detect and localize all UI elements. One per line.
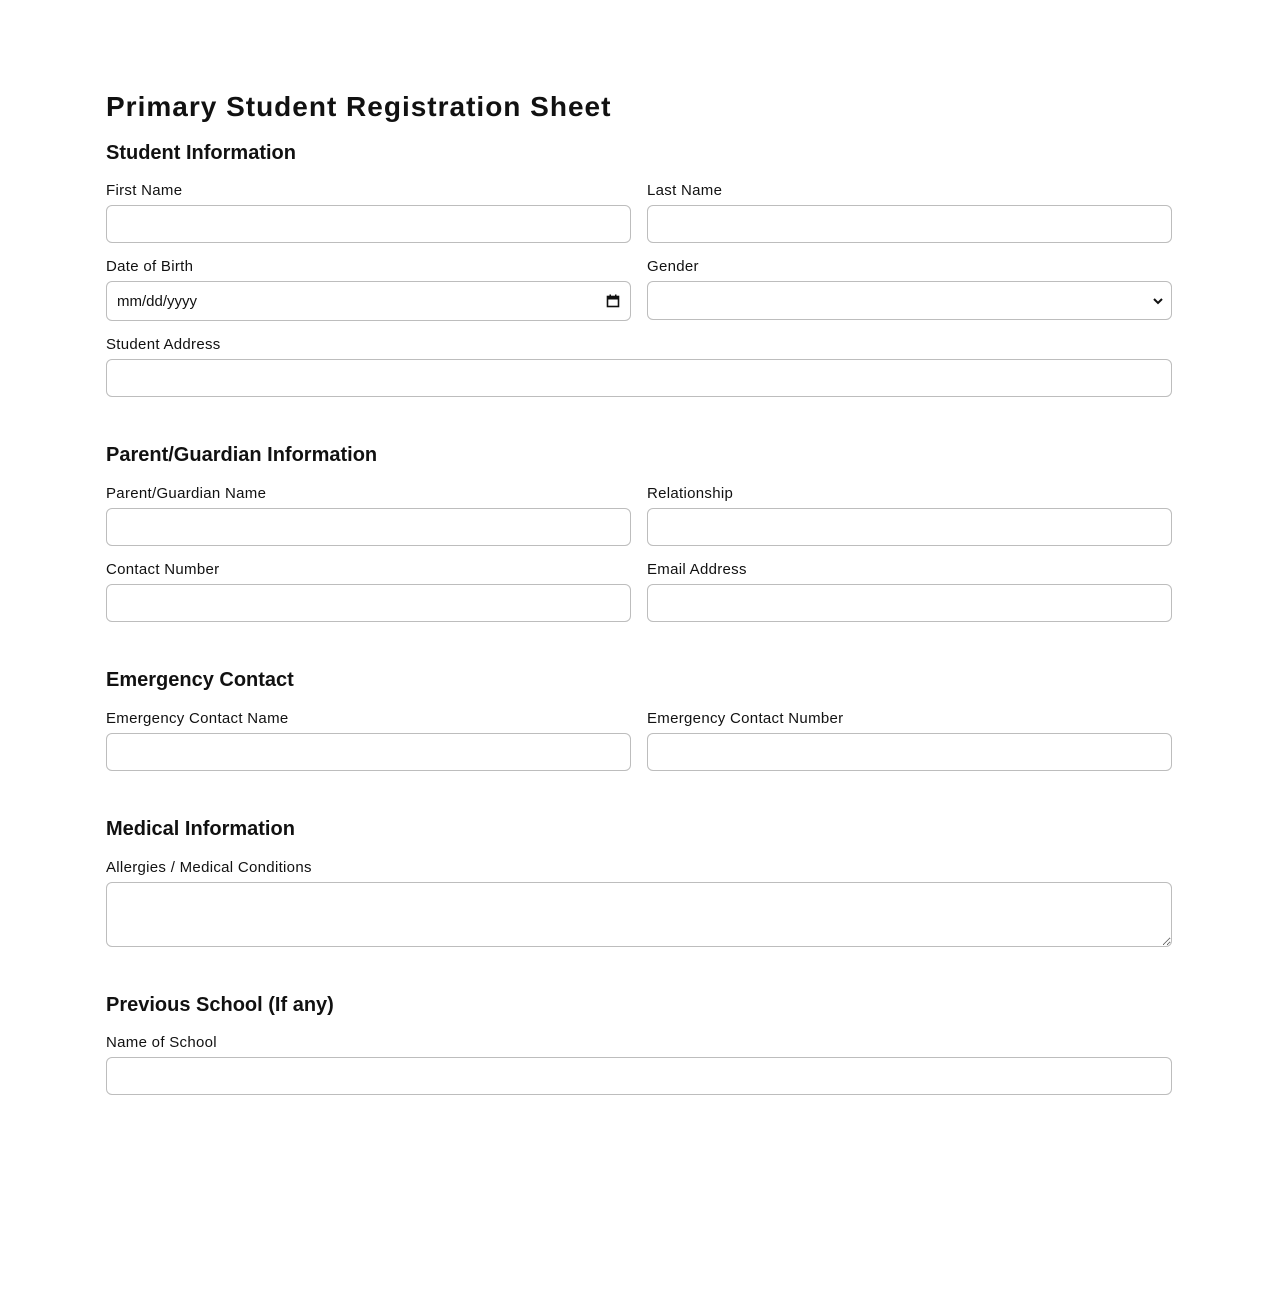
conditions-textarea[interactable]: [106, 882, 1172, 947]
parent-name-input[interactable]: [106, 508, 631, 546]
gender-label: Gender: [647, 258, 699, 275]
email-input[interactable]: [647, 584, 1172, 622]
section-medical-heading: Medical Information: [106, 818, 295, 840]
dob-label: Date of Birth: [106, 258, 194, 275]
emergency-number-input[interactable]: [647, 733, 1172, 771]
relationship-label: Relationship: [647, 485, 734, 502]
first-name-input[interactable]: [106, 205, 631, 243]
address-label: Student Address: [106, 336, 221, 353]
section-previous-heading: Previous School (If any): [106, 994, 334, 1016]
emergency-name-label: Emergency Contact Name: [106, 710, 289, 727]
last-name-label: Last Name: [647, 182, 723, 199]
emergency-number-label: Emergency Contact Number: [647, 710, 844, 727]
section-emergency-heading: Emergency Contact: [106, 669, 294, 691]
emergency-name-input[interactable]: [106, 733, 631, 771]
address-input[interactable]: [106, 359, 1172, 397]
dob-placeholder: mm/dd/yyyy: [117, 292, 198, 310]
gender-select[interactable]: [647, 281, 1172, 320]
chevron-down-icon: [1153, 297, 1163, 305]
parent-name-label: Parent/Guardian Name: [106, 485, 267, 502]
last-name-input[interactable]: [647, 205, 1172, 243]
conditions-label: Allergies / Medical Conditions: [106, 859, 312, 876]
contact-input[interactable]: [106, 584, 631, 622]
email-label: Email Address: [647, 561, 747, 578]
page-title: Primary Student Registration Sheet: [106, 91, 612, 122]
dob-input[interactable]: [106, 281, 631, 321]
contact-label: Contact Number: [106, 561, 220, 578]
section-parent-heading: Parent/Guardian Information: [106, 444, 378, 466]
school-input[interactable]: [106, 1057, 1172, 1095]
first-name-label: First Name: [106, 182, 183, 199]
calendar-icon[interactable]: [606, 294, 620, 308]
section-student-heading: Student Information: [106, 142, 296, 164]
relationship-input[interactable]: [647, 508, 1172, 546]
school-label: Name of School: [106, 1034, 217, 1051]
